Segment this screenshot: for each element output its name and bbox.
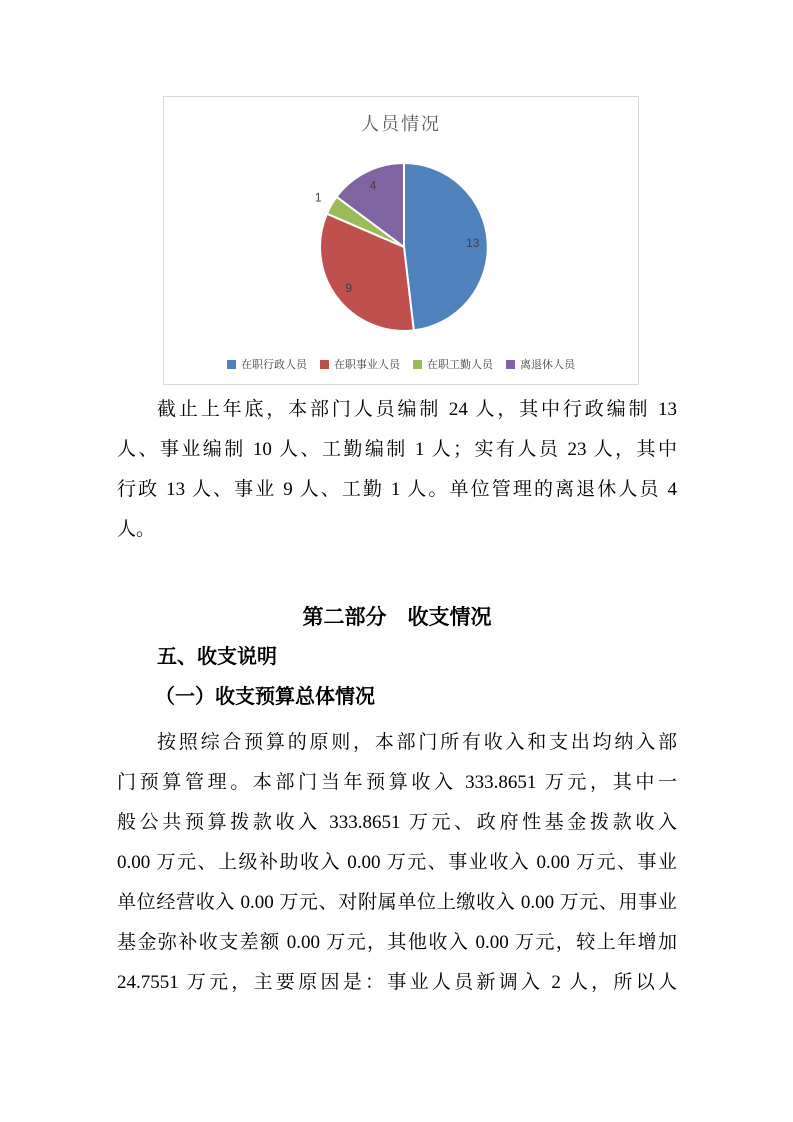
subsection-heading: （一）收支预算总体情况 xyxy=(155,686,375,708)
paragraph-line: 单位经营收入 0.00 万元、对附属单位上缴收入 0.00 万元、用事业 xyxy=(117,892,677,913)
pie-data-label: 4 xyxy=(369,178,377,193)
part-heading: 第二部分 收支情况 xyxy=(302,605,492,629)
legend-label: 在职行政人员 xyxy=(241,359,307,371)
chart-spacer xyxy=(117,0,677,390)
pie-data-label: 13 xyxy=(466,236,480,250)
paragraph-line: 人、事业编制 10 人、工勤编制 1 人；实有人员 23 人，其中 xyxy=(117,439,677,460)
pie-data-label: 9 xyxy=(345,281,353,296)
pie-data-label: 1 xyxy=(314,190,322,205)
paragraph-line: 0.00 万元、上级补助收入 0.00 万元、事业收入 0.00 万元、事业 xyxy=(117,852,677,873)
budget-paragraph xyxy=(117,723,677,1003)
paragraph-line: 24.7551 万元，主要原因是：事业人员新调入 2 人，所以人 xyxy=(117,972,677,993)
legend-label: 离退休人员 xyxy=(520,359,575,371)
legend-label: 在职事业人员 xyxy=(334,359,400,371)
legend-label: 在职工勤人员 xyxy=(427,359,493,371)
paragraph-line: 人。 xyxy=(117,519,156,540)
section-heading: 五、收支说明 xyxy=(157,646,277,668)
paragraph-line: 门预算管理。本部门当年预算收入 333.8651 万元，其中一 xyxy=(117,772,677,793)
personnel-paragraph xyxy=(117,390,677,550)
paragraph-line: 截止上年底，本部门人员编制 24 人，其中行政编制 13 xyxy=(157,399,677,420)
paragraph-line: 行政 13 人、事业 9 人、工勤 1 人。单位管理的离退休人员 4 xyxy=(117,479,677,500)
document-body xyxy=(117,0,677,1003)
paragraph-line: 般公共预算拨款收入 333.8651 万元、政府性基金拨款收入 xyxy=(117,812,677,833)
chart-title: 人员情况 xyxy=(361,114,441,134)
paragraph-line: 按照综合预算的原则，本部门所有收入和支出均纳入部 xyxy=(157,732,677,753)
paragraph-line: 基金弥补收支差额 0.00 万元，其他收入 0.00 万元，较上年增加 xyxy=(117,932,677,953)
